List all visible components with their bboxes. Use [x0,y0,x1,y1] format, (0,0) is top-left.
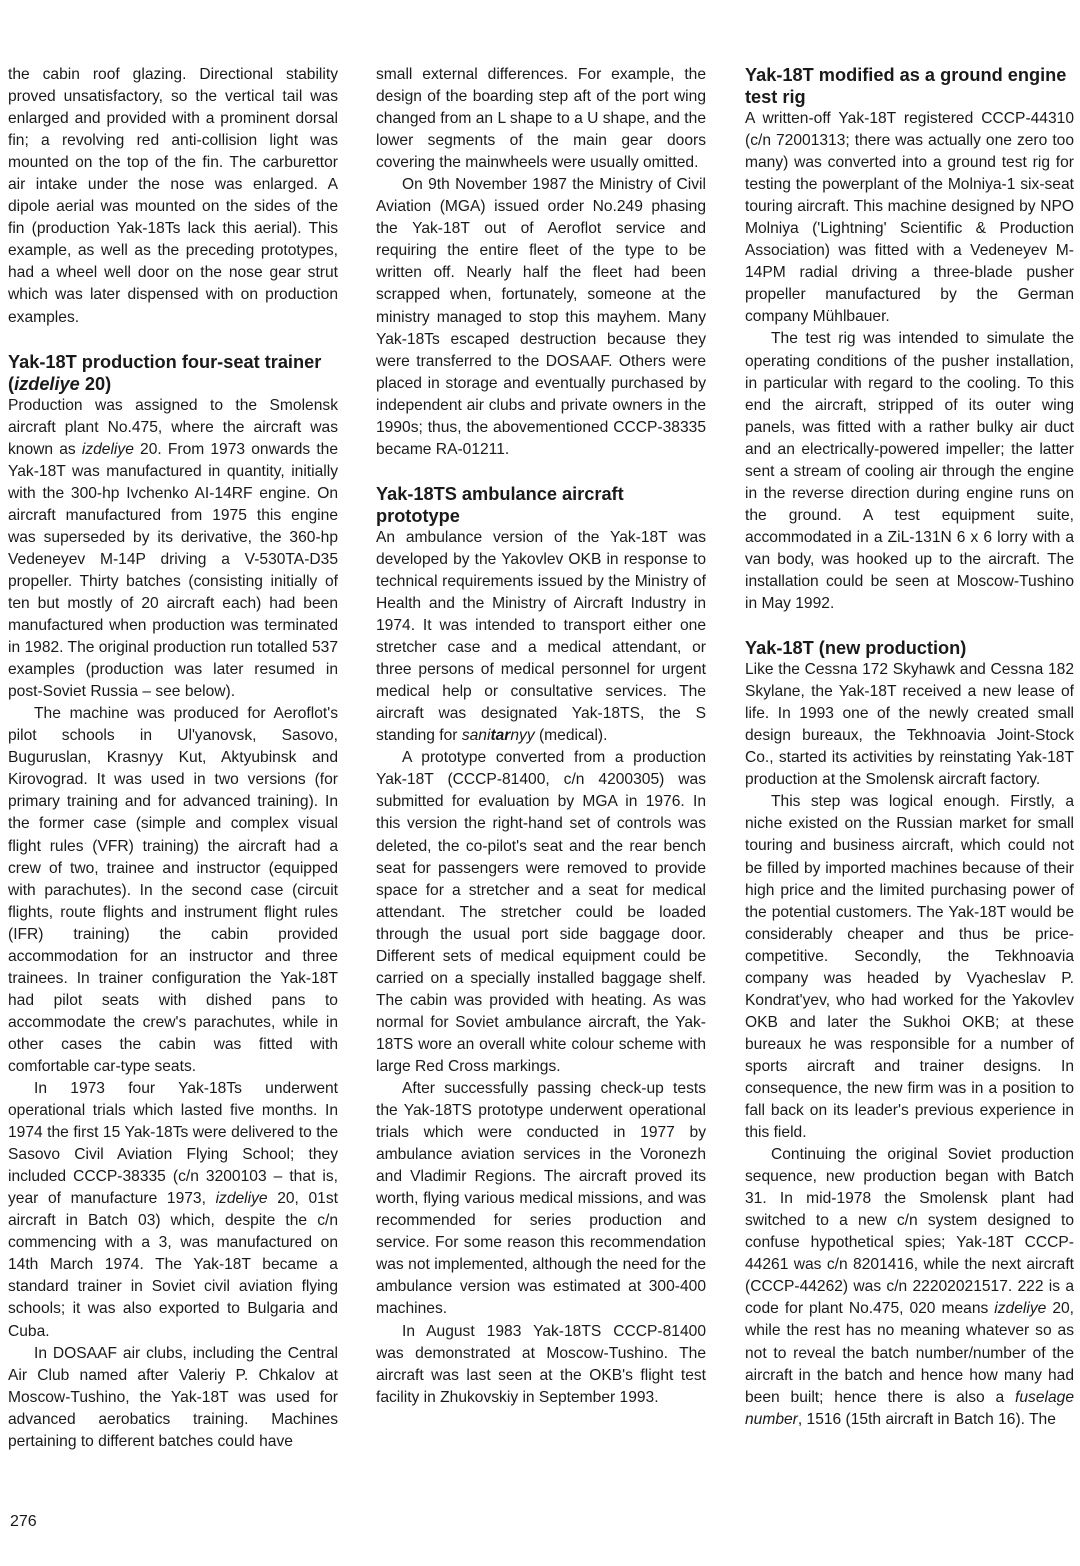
paragraph: An ambulance version of the Yak-18T was developed by the Yakovlev OKB in response to technical requirements issued by the Ministry of Health and the Ministry of Aircraft Industry in 1974. It was intended to transport either one stretcher case and a medical attendant, or three persons of medical personnel for urgent medical help or consultative services. The aircraft was designated Yak-18TS, the S standing for sanitarnyy (medical). [376,528,706,745]
paragraph: the cabin roof glazing. Directional stability proved unsatisfactory, so the vertical tail was enlarged and provided with a prominent dorsal fin; a revolving red anti-collision light was mounted on the top of the fin. The carburettor air intake under the nose was enlarged. A dipole aerial was mounted on the sides of the fin (production Yak-18Ts lack this aerial). This example, as well as the preceding prototypes, had a wheel well door on the nose gear strut which was later dispensed with on production examples. [8,66,338,326]
column-1 [8,64,338,1453]
paragraph: Continuing the original Soviet production sequence, new production began with Batch 31. In mid-1978 the Smolensk plant had switched to a new c/n system designed to confuse hypothetical spies; Yak-18T CCCP-44261 was c/n 8201416, while the next aircraft (CCCP-44262) was c/n 22202021517. 222 is a code for plant No.475, 020 means izdeliye 20, while the rest has no meaning whatever so as not to reveal the batch number/number of the aircraft in the batch and hence how many had been built; hence there is also a fuselage number, 1516 (15th aircraft in Batch 16). The [745,1146,1074,1428]
paragraph: After successfully passing check-up tests the Yak-18TS prototype underwent operational trials which were conducted in 1977 by ambulance aviation services in the Voronezh and Vladimir Regions. The aircraft proved its worth, flying various medical missions, and was recommended for series production and service. For some reason this recommendation was not implemented, although the need for the ambulance version was estimated at 300-400 machines. [376,1080,706,1318]
paragraph: A written-off Yak-18T registered CCCP-44310 (c/n 72001313; there was actually one zero too many) was converted into a ground test rig for testing the powerplant of the Molniya-1 six-seat touring aircraft. This machine designed by NPO Molniya ('Lightning' Scientific & Production Association) was fitted with a Vedeneyev M-14PM radial driving a three-blade pusher propeller manufactured by the German company Mühlbauer. [745,110,1074,326]
paragraph: The test rig was intended to simulate the operating conditions of the pusher installation, in particular with regard to the cooling. To this end the aircraft, stripped of its outer wing panels, was fitted with a rather bulky air duct and an electrically-powered impeller; the latter sent a stream of cooling air through the engine in the reverse direction during engine runs on the ground. A test equipment suite, accommodated in a ZiL-131N 6 x 6 lorry with a van body, was hooked up to the aircraft. The installation could be seen at Moscow-Tushino in May 1992. [745,330,1074,613]
section-heading-test-rig: Yak-18T modified as a ground engine test rig [745,65,1067,107]
paragraph: In DOSAAF air clubs, including the Central Air Club named after Valeriy P. Chkalov at Moscow-Tushino, the Yak-18T was used for advanced aerobatics training. Machines pertaining to different batches could have [8,1344,338,1450]
section-heading-new-production: Yak-18T (new production) [745,638,967,659]
paragraph: In August 1983 Yak-18TS CCCP-81400 was demonstrated at Moscow-Tushino. The aircraft was last seen at the OKB's flight test facility in Zhukovskiy in September 1993. [376,1322,706,1406]
paragraph: This step was logical enough. Firstly, a niche existed on the Russian market for small touring and business aircraft, which could not be filled by imported machines because of their high price and the limited purchasing power of the potential customers. The Yak-18T would be considerably cheaper and thus be price-competitive. Secondly, the Tekhnoavia company was headed by Vyacheslav P. Kondrat'yev, who had worked for the Yakovlev OKB and later the Sukhoi OKB; at these bureaux he was responsible for a number of sports aircraft and trainer designs. In consequence, the new firm was in a position to fall back on its leader's previous experience in this field. [745,793,1074,1142]
page-number: 276 [10,1513,37,1530]
paragraph: Like the Cessna 172 Skyhawk and Cessna 182 Skylane, the Yak-18T received a new lease of life. In 1993 one of the newly created small design bureaux, the Tekhnoavia Joint-Stock Co., started its activities by reinstating Yak-18T production at the Smolensk aircraft factory. [745,661,1074,789]
section-heading-production-trainer: Yak-18T production four-seat trainer (izdeliye 20) [8,351,322,394]
paragraph: On 9th November 1987 the Ministry of Civil Aviation (MGA) issued order No.249 phasing the Yak-18T out of Aeroflot service and requiring the entire fleet of the type to be written off. Nearly half the fleet had been scrapped when, fortunately, someone at the ministry managed to stop this mayhem. Many Yak-18Ts escaped destruction because they were transferred to the DOSAAF. Others were placed in storage and eventually purchased by independent air clubs and private owners in the 1990s; thus, the abovementioned CCCP-38335 became RA-01211. [376,176,706,458]
column-3 [745,64,1074,1431]
paragraph: A prototype converted from a production Yak-18T (CCCP-81400, c/n 4200305) was submitted for evaluation by MGA in 1976. In this version the right-hand set of controls was deleted, the co-pilot's seat and the rear bench seat for passengers were removed to provide space for a stretcher and a seat for medical attendant. The stretcher could be loaded through the usual port side baggage door. Different sets of medical equipment could be carried on a specially installed baggage shelf. The cabin was provided with heating. As was normal for Soviet ambulance aircraft, the Yak-18TS wore an overall white colour scheme with large Red Cross markings. [376,749,706,1075]
paragraph: In 1973 four Yak-18Ts underwent operational trials which lasted five months. In 1974 the first 15 Yak-18Ts were delivered to the Sasovo Civil Aviation Flying School; they included CCCP-38335 (c/n 3200103 – that is, year of manufacture 1973, izdeliye 20, 01st aircraft in Batch 03) which, despite the c/n commencing with a 3, was manufactured on 14th March 1974. The Yak-18T became a standard trainer in Soviet civil aviation flying schools; it was also exported to Bulgaria and Cuba. [8,1080,338,1340]
paragraph: Production was assigned to the Smolensk aircraft plant No.475, where the aircraft was known as izdeliye 20. From 1973 onwards the Yak-18T was manufactured in quantity, initially with the 300-hp Ivchenko AI-14RF engine. On aircraft manufactured from 1975 this engine was superseded by its derivative, the 360-hp Vedeneyev M-14P driving a V-530TA-D35 propeller. Thirty batches (consisting initially of ten but mostly of 20 aircraft each) had been manufactured when production was terminated in 1982. The original production run totalled 537 examples (production was later resumed in post-Soviet Russia – see below). [8,396,339,701]
column-2 [376,64,706,1409]
paragraph: The machine was produced for Aeroflot's pilot schools in Ul'yanovsk, Sasovo, Buguruslan, Krasnyy Kut, Aktyubinsk and Kirovograd. It was used in two versions (for primary training and for advanced training). In the former case (simple and complex visual flight rules (VFR) training) the aircraft had a crew of two, trainee and instructor (equipped with parachutes). In the second case (circuit flights, route flights and instrument flight rules (IFR) training) the cabin provided accommodation for an instructor and three trainees. In trainer configuration the Yak-18T had pilot seats with dished pans to accommodate the crew's parachutes, while in other cases the cabin was fitted with comfortable car-type seats. [8,705,338,1075]
paragraph: small external differences. For example, the design of the boarding step aft of the port wing changed from an L shape to a U shape, and the lower segments of the main gear doors covering the mainwheels were usually omitted. [376,66,706,172]
section-heading-ambulance: Yak-18TS ambulance aircraft prototype [376,483,624,526]
